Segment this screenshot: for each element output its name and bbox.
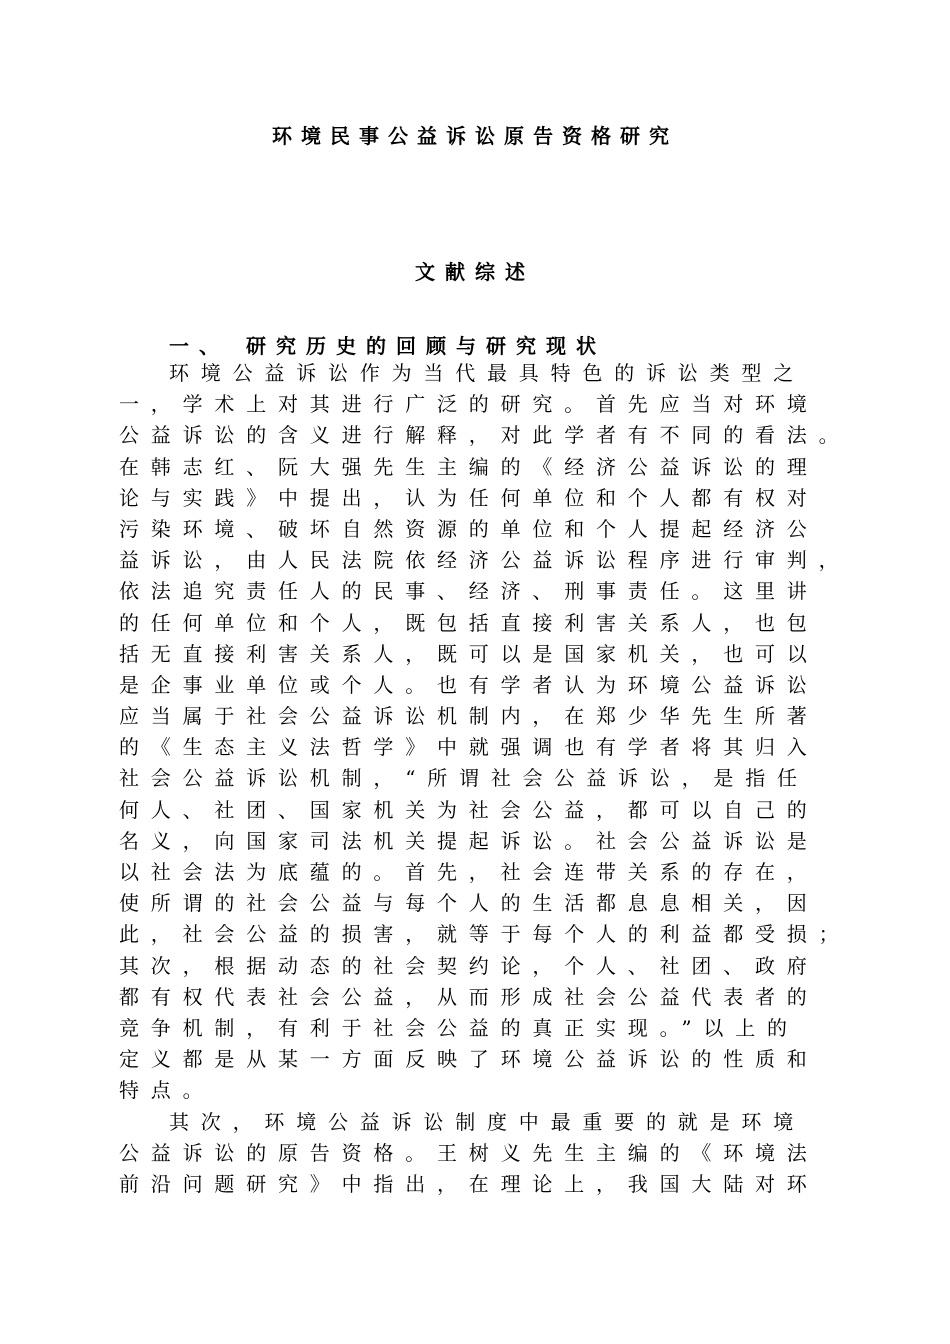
text-line: 污染环境、破坏自然资源的单位和个人提起经济公 xyxy=(119,516,819,541)
text-line: 一，学术上对其进行广泛的研究。首先应当对环境 xyxy=(119,392,819,417)
text-line: 的任何单位和个人，既包括直接利害关系人，也包 xyxy=(119,610,819,635)
text-line: 特点。 xyxy=(119,1078,215,1103)
text-line: 社会公益诉讼机制，“所谓社会公益诉讼，是指任 xyxy=(119,766,809,791)
text-line: 前沿问题研究》中指出，在理论上，我国大陆对环 xyxy=(119,1171,819,1196)
text-line: 应当属于社会公益诉讼机制内，在郑少华先生所著 xyxy=(119,704,819,729)
section-title: 文献综述 xyxy=(415,260,535,284)
text-line: 都有权代表社会公益，从而形成社会公益代表者的 xyxy=(119,984,819,1009)
text-line: 其次，环境公益诉讼制度中最重要的就是环境 xyxy=(169,1109,805,1134)
text-line: 益诉讼，由人民法院依经济公益诉讼程序进行审判， xyxy=(119,548,851,573)
body-text xyxy=(119,358,879,1200)
text-line: 使所谓的社会公益与每个人的生活都息息相关，因 xyxy=(119,891,819,916)
text-line: 其次，根据动态的社会契约论，个人、社团、政府 xyxy=(119,953,819,978)
text-line: 在韩志红、阮大强先生主编的《经济公益诉讼的理 xyxy=(119,454,819,479)
text-line: 公益诉讼的原告资格。王树义先生主编的《环境法 xyxy=(119,1140,819,1165)
text-line: 环境公益诉讼作为当代最具特色的诉讼类型之 xyxy=(169,361,805,385)
text-line: 定义都是从某一方面反映了环境公益诉讼的性质和 xyxy=(119,1047,819,1072)
text-line: 依法追究责任人的民事、经济、刑事责任。这里讲 xyxy=(119,579,819,604)
text-line: 竞争机制，有利于社会公益的真正实现。”以上的 xyxy=(119,1015,799,1040)
text-line: 论与实践》中提出，认为任何单位和个人都有权对 xyxy=(119,485,819,510)
text-line: 的《生态主义法哲学》中就强调也有学者将其归入 xyxy=(119,735,819,760)
text-line: 以社会法为底蕴的。首先，社会连带关系的存在， xyxy=(119,860,819,884)
subsection-title: 一、 研究历史的回顾与研究现状 xyxy=(169,334,606,358)
text-line: 括无直接利害关系人，既可以是国家机关，也可以 xyxy=(119,641,819,666)
text-line: 名义，向国家司法机关提起诉讼。社会公益诉讼是 xyxy=(119,828,819,853)
document-title: 环境民事公益诉讼原告资格研究 xyxy=(272,124,678,148)
text-line: 公益诉讼的含义进行解释，对此学者有不同的看法。 xyxy=(119,423,851,448)
text-line: 何人、社团、国家机关为社会公益，都可以自己的 xyxy=(119,797,819,822)
text-line: 此，社会公益的损害，就等于每个人的利益都受损； xyxy=(119,922,851,947)
text-line: 是企事业单位或个人。也有学者认为环境公益诉讼 xyxy=(119,672,819,697)
